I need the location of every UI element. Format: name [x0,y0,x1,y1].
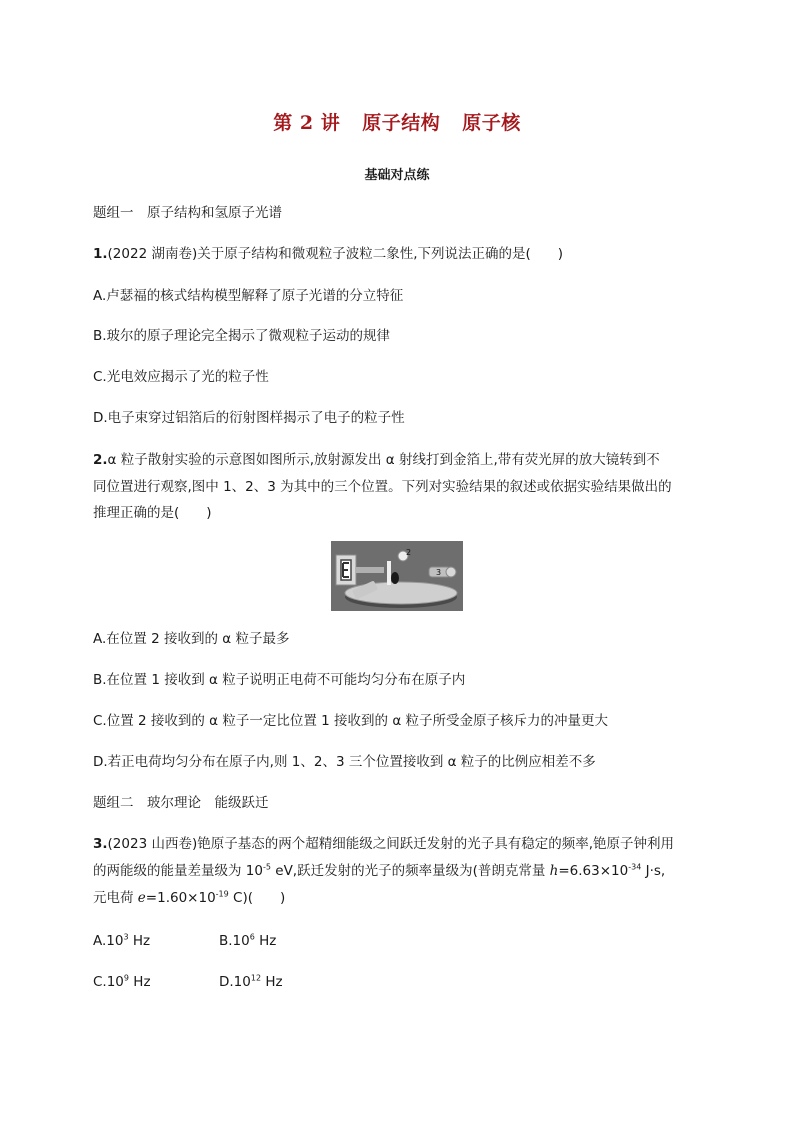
text-run: J·s, [641,863,666,879]
q3-option-a [93,931,150,951]
option-unit: Hz [128,933,151,949]
question-3-stem-line-1 [93,834,674,854]
exponent: 12 [250,973,262,983]
q3-option-c [93,972,151,992]
option-text: C.10 [93,974,124,990]
figure-label-3: 3 [436,568,442,577]
question-number: 2. [93,452,108,468]
text-run: 元电荷 [93,890,138,906]
text-run: =1.60×10 [145,890,216,906]
group-heading-2: 题组二 玻尔理论 能级跃迁 [93,795,269,811]
question-1-stem [93,244,563,264]
option-unit: Hz [261,974,283,990]
title-topic-atomic-structure: 原子结构 [362,112,441,134]
planck-symbol: h [549,863,559,879]
title-topic-nucleus: 原子核 [462,112,521,134]
q3-option-d [219,972,283,992]
q2-option-a: A.在位置 2 接收到的 α 粒子最多 [93,631,290,647]
question-2-stem-line-1 [93,450,660,470]
q1-option-b: B.玻尔的原子理论完全揭示了微观粒子运动的规律 [93,328,391,344]
q1-option-c: C.光电效应揭示了光的粒子性 [93,369,269,385]
option-unit: Hz [129,974,151,990]
q1-option-d: D.电子束穿过铝箔后的衍射图样揭示了电子的粒子性 [93,410,405,426]
question-number: 3. [93,836,108,852]
lecture-number: 第 2 讲 [273,112,341,134]
q3-option-b [219,931,276,951]
option-text: D.10 [219,974,251,990]
exponent: -19 [215,889,229,899]
question-text: (2022 湖南卷)关于原子结构和微观粒子波粒二象性,下列说法正确的是( ) [107,246,564,262]
exponent: 3 [123,932,129,942]
question-text: (2023 山西卷)铯原子基态的两个超精细能级之间跃迁发射的光子具有稳定的频率,铯原子钟利用 [107,836,675,852]
option-unit: Hz [254,933,277,949]
alpha-scattering-figure [331,541,463,611]
figure-label-2: 2 [406,548,412,557]
question-2-stem-line-2: 同位置进行观察,图中 1、2、3 为其中的三个位置。下列对实验结果的叙述或依据实验结果做出的 [93,479,672,495]
page-title [0,108,794,135]
group-heading-1: 题组一 原子结构和氢原子光谱 [93,205,282,221]
question-number: 1. [93,246,108,262]
exponent: 9 [123,973,129,983]
question-3-stem-line-3 [93,888,285,908]
question-2-stem-line-3: 推理正确的是( ) [93,505,212,521]
question-text: α 粒子散射实验的示意图如图所示,放射源发出 α 射线打到金箔上,带有荧光屏的放大镜转到不 [107,452,660,468]
q1-option-a: A.卢瑟福的核式结构模型解释了原子光谱的分立特征 [93,288,404,304]
charge-symbol: e [137,890,146,906]
text-run: =6.63×10 [558,863,629,879]
q2-option-c: C.位置 2 接收到的 α 粒子一定比位置 1 接收到的 α 粒子所受金原子核斥力的冲量更大 [93,713,609,729]
option-text: B.10 [219,933,250,949]
option-text: A.10 [93,933,124,949]
question-3-stem-line-2 [93,861,665,881]
exponent: -34 [628,862,642,872]
text-run: 的两能级的能量差量级为 10 [93,863,263,879]
text-run: C)( ) [228,890,286,906]
section-subtitle: 基础对点练 [364,168,430,183]
q2-option-d: D.若正电荷均匀分布在原子内,则 1、2、3 三个位置接收到 α 粒子的比例应相差不多 [93,754,596,770]
exponent: 6 [249,932,255,942]
exponent: -5 [262,862,271,872]
q2-option-b: B.在位置 1 接收到 α 粒子说明正电荷不可能均匀分布在原子内 [93,672,466,688]
text-run: eV,跃迁发射的光子的频率量级为(普朗克常量 [270,863,550,879]
